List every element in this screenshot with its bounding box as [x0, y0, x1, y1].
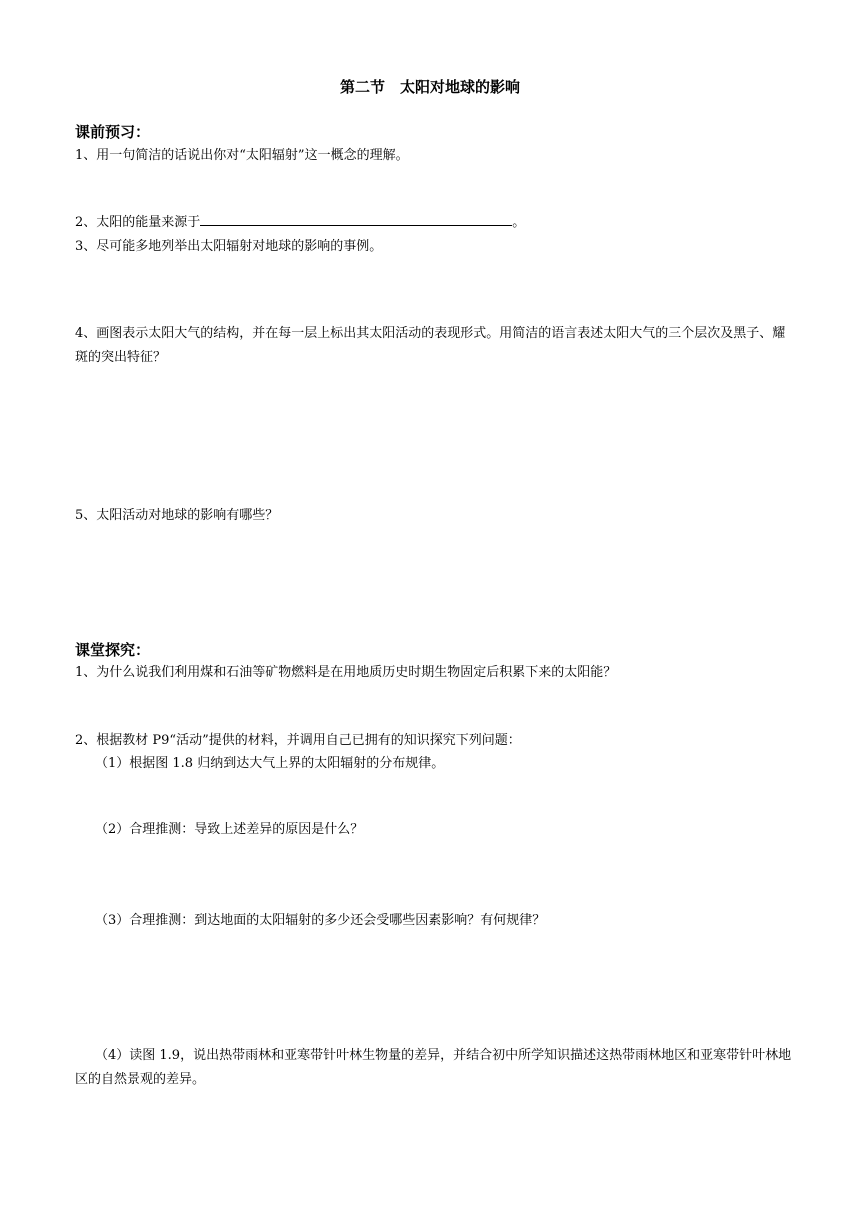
page-title: 第二节 太阳对地球的影响 [339, 78, 520, 96]
inquiry-question-2-3: （3）合理推测：到达地面的太阳辐射的多少还会受哪些因素影响？有何规律？ [95, 913, 546, 928]
answer-blank-line[interactable] [200, 211, 512, 226]
preview-heading: 课前预习： [75, 123, 151, 141]
inquiry-heading: 课堂探究： [75, 641, 151, 659]
preview-question-2 [75, 211, 795, 235]
preview-question-2-end: 。 [512, 215, 526, 230]
inquiry-question-2: 2、根据教材 P9“活动”提供的材料，并调用自己已拥有的知识探究下列问题： [75, 733, 521, 748]
preview-question-1: 1、用一句简洁的话说出你对“太阳辐射”这一概念的理解。 [75, 148, 409, 163]
inquiry-question-2-4: （4）读图 1.9，说出热带雨林和亚寒带针叶林生物量的差异，并结合初中所学知识描述这热带雨林地区和亚寒带针叶林地区的自然景观的差异。 [75, 1048, 792, 1087]
preview-question-2-text: 2、太阳的能量来源于 [75, 215, 201, 230]
inquiry-question-2-2: （2）合理推测：导致上述差异的原因是什么？ [95, 822, 364, 837]
preview-question-3: 3、尽可能多地列举出太阳辐射对地球的影响的事例。 [75, 239, 383, 254]
preview-question-5: 5、太阳活动对地球的影响有哪些？ [75, 508, 279, 523]
inquiry-question-2-1: （1）根据图 1.8 归纳到达大气上界的太阳辐射的分布规律。 [95, 756, 445, 771]
inquiry-question-1: 1、为什么说我们利用煤和石油等矿物燃料是在用地质历史时期生物固定后积累下来的太阳能？ [75, 665, 617, 680]
preview-question-4: 4、画图表示太阳大气的结构，并在每一层上标出其太阳活动的表现形式。用简洁的语言表述太阳大气的三个层次及黑子、耀斑的突出特征？ [75, 326, 786, 365]
